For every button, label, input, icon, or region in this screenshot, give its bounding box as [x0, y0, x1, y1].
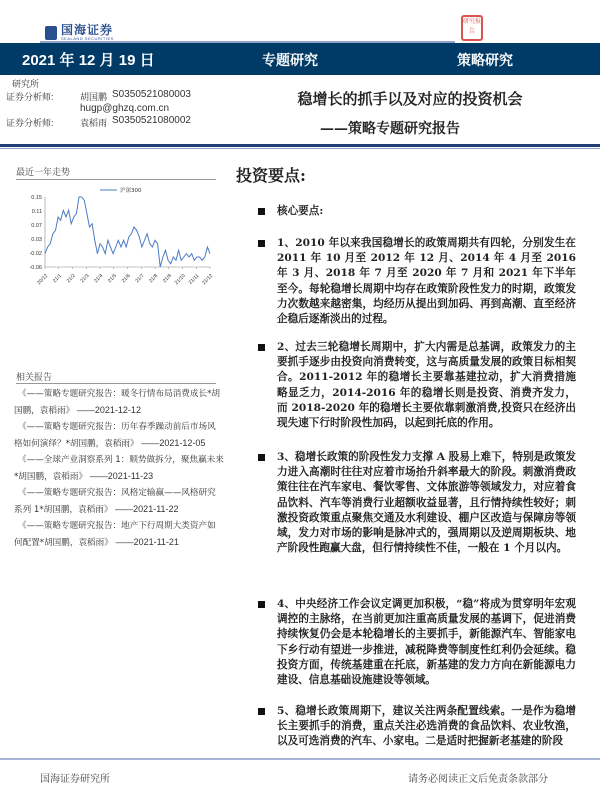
x-tick-label: 21/4 [93, 273, 105, 285]
related-heading: 相关报告 [16, 373, 53, 383]
header-divider [0, 144, 600, 147]
seal-stamp: 研究报告 [461, 15, 483, 41]
analyst-name: 胡国鹏 [80, 92, 108, 102]
analyst-id: S0350521080003 [112, 89, 191, 100]
key-point-item [258, 450, 576, 556]
related-report-date: ——2021-11-23 [89, 471, 154, 481]
footer-institute: 国海证券研究所 [40, 774, 110, 785]
key-points-heading: 投资要点: [236, 166, 306, 185]
key-point-text: 2、过去三轮稳增长周期中，扩大内需是总基调，政策发力的主要抓手逐步由投资向消费转变，这与高质量发展的政策目标相契合。2011-2012 年的稳增长主要靠基建拉动，扩大消费措施略显乏力，2014-2016 年的稳增长则是投资、消费齐发力，而 2018-2020 年的稳增长主要依靠刺激消费,投资只在经济出现失速下行时阶段性加码，以起到托底的作用。 [277, 341, 576, 430]
related-report-title[interactable]: 《——策略专题研究报告：地产下行周期大类资产如何配置*胡国鹏，袁稻雨》 [14, 521, 216, 548]
footer-disclaimer: 请务必阅读正文后免责条款部分 [408, 774, 548, 785]
analyst-role: 证券分析师: [6, 118, 54, 128]
key-point-item [258, 597, 576, 688]
x-tick-label: 21/8 [148, 273, 160, 285]
key-point-item [258, 340, 576, 431]
bullet-square-icon [258, 454, 265, 461]
key-point-text: 核心要点: [277, 205, 324, 217]
bullet-square-icon [258, 344, 265, 351]
x-tick-label: 21/11 [187, 273, 201, 286]
analyst-name: 袁稻雨 [80, 118, 108, 128]
y-tick-label: 0.07 [31, 223, 42, 229]
related-report-item[interactable] [14, 485, 224, 518]
related-report-title[interactable]: 《——策略专题研究报告：风格定输赢——风格研究系列 1*胡国鹏，袁稻雨》 [14, 488, 216, 515]
x-tick-label: 21/5 [106, 273, 118, 285]
institute-label: 研究所 [12, 79, 40, 89]
analyst-role: 证券分析师: [6, 92, 54, 102]
related-report-date: ——2021-12-12 [76, 405, 141, 415]
y-tick-label: -0.06 [29, 265, 42, 271]
related-report-item[interactable] [14, 518, 224, 551]
related-report-title[interactable]: 《——全球产业洞察系列 1：顺势做拆分，聚焦赢未来*胡国鹏，袁稻雨》 [14, 455, 224, 482]
trend-chart [15, 185, 220, 290]
report-subtitle: ——策略专题研究报告 [320, 121, 460, 137]
y-tick-label: 0.15 [31, 195, 42, 201]
related-report-title[interactable]: 《——策略专题研究报告：历年春季躁动前后市场风格如何演绎？*胡国鹏，袁稻雨》 [14, 422, 216, 449]
related-report-title[interactable]: 《——策略专题研究报告：暖冬行情布局消费成长*胡国鹏，袁稻雨》 [14, 389, 220, 416]
bullet-square-icon [258, 240, 265, 247]
logo-mark-icon [45, 26, 57, 40]
series-line-hs300 [45, 197, 210, 267]
related-report-item[interactable] [14, 452, 224, 485]
key-point-item [258, 236, 576, 327]
related-report-date: ——2021-11-21 [115, 537, 179, 547]
related-report-item[interactable] [14, 419, 224, 452]
bullet-square-icon [258, 208, 265, 215]
legend-label: 沪深300 [120, 188, 142, 194]
report-subcategory: 策略研究 [457, 53, 513, 69]
y-tick-label: 0.11 [31, 209, 42, 215]
key-point-text: 4、中央经济工作会议定调更加积极，“稳”将成为贯穿明年宏观调控的主脉络，在当前更加注重高质量发展的基调下，促进消费持续恢复仍会是本轮稳增长的主要抓手，新能源汽车、智能家电下乡行动有望进一步推进，减税降费等制度性红利仍会延续。稳投资方面，传统基建重在托底，新基建的发力方向在新能源电力建设、信息基础设施建设等领域。 [277, 598, 576, 687]
key-point-item [258, 704, 576, 750]
report-category: 专题研究 [262, 53, 318, 69]
related-report-item[interactable] [14, 386, 224, 419]
x-tick-label: 21/1 [51, 273, 63, 285]
company-logo [45, 24, 114, 41]
x-tick-label: 21/2 [65, 273, 77, 285]
logo-subtext: SEALAND SECURITIES [61, 36, 114, 41]
bullet-square-icon [258, 708, 265, 715]
x-tick-label: 21/7 [134, 273, 146, 285]
x-tick-label: 21/6 [120, 273, 132, 285]
bullet-square-icon [258, 601, 265, 608]
trend-heading: 最近一年走势 [16, 168, 71, 178]
related-report-date: ——2021-11-22 [115, 504, 179, 514]
report-date: 2021 年 12 月 19 日 [22, 52, 155, 69]
x-tick-label: 20/12 [36, 273, 50, 287]
key-point-item [258, 204, 576, 219]
header-divider-thin [0, 148, 600, 149]
related-reports-list [14, 386, 224, 551]
analyst-email[interactable]: hugp@ghzq.com.cn [80, 103, 170, 114]
related-report-date: ——2021-12-05 [141, 438, 206, 448]
header-band [0, 43, 600, 75]
x-tick-label: 21/9 [161, 273, 173, 285]
analyst-id: S0350521080002 [112, 115, 191, 126]
x-tick-label: 21/12 [201, 273, 215, 287]
x-tick-label: 21/10 [173, 273, 187, 287]
logo-text: 国海证券 [61, 23, 114, 37]
report-title: 稳增长的抓手以及对应的投资机会 [297, 90, 523, 108]
key-point-text: 5、稳增长政策周期下，建议关注两条配置线索。一是作为稳增长主要抓手的消费，重点关注必选消费的食品饮料、农业牧渔，以及可选消费的汽车、小家电。二是适时把握新老基建的阶段 [277, 705, 576, 748]
y-tick-label: 0.03 [31, 237, 42, 243]
related-divider [16, 383, 216, 384]
footer-divider [0, 758, 600, 760]
key-point-text: 1、2010 年以来我国稳增长的政策周期共有四轮，分别发生在 2011 年 10 月至 2012 年 12 月、2014 年 4 月至 2016 年 3 月、2018 年 7 月至 2020 年 7 月和 2021 年下半年至今。每轮稳增长周期中均存在政策阶段性发力的时期，政策发力次数越来越密集，均经历从提出到加码、再到高潮、直至经济企稳后逐渐淡出的过程。 [277, 237, 576, 326]
trend-divider [16, 179, 216, 180]
y-tick-label: -0.02 [29, 251, 42, 257]
x-tick-label: 21/3 [79, 273, 91, 285]
key-point-text: 3、稳增长政策的阶段性发力支撑 A 股易上难下，特别是政策发力进入高潮时往往对应着市场抬升斜率最大的阶段。刺激消费政策往往在汽车家电、餐饮零售、文体旅游等领域发力，对应着食品饮料、汽车等消费行业超额收益显著，且行情持续性较好；刺激投资政策重点聚焦交通及水利建设、棚户区改造与保障房等领域，发力对市场的影响是脉冲式的，强周期以及逆周期板块、地产阶段性跑赢大盘，但行情持续性不佳，一般在 1 个月以内。 [277, 451, 576, 555]
